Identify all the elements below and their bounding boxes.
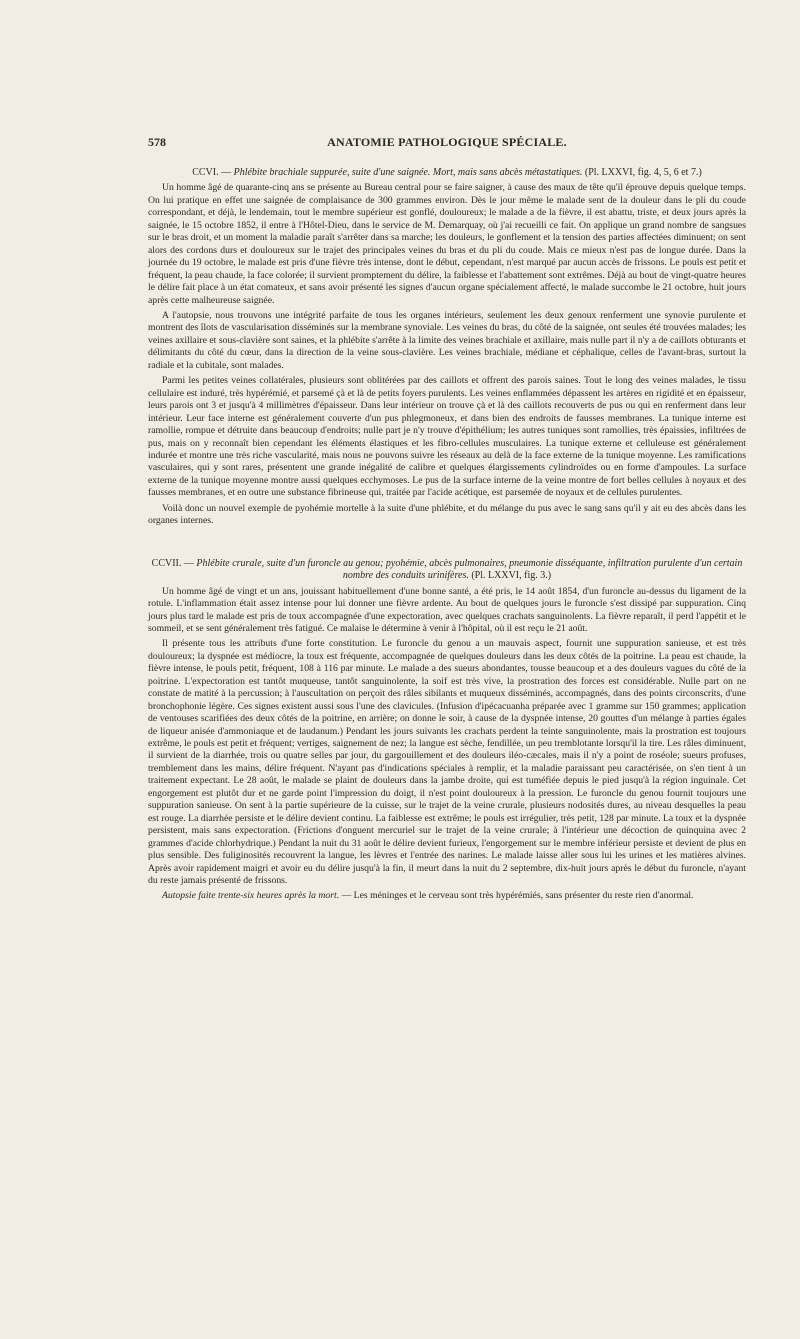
paragraph: Voilà donc un nouvel exemple de pyohémie mortelle à la suite d'une phlébite, et du mélange du pus avec le sang sans qu'il y ait eu des abcès dans les organes internes. (148, 502, 746, 527)
page-body (148, 167, 746, 906)
case-number: CCVII. (151, 557, 182, 569)
page-header (148, 135, 746, 153)
paragraph: Il présente tous les attributs d'une forte constitution. Le furoncle du genou a un mauvais aspect, fournit une suppuration sanieuse, et est très douloureux; la dyspnée est médiocre, la toux est fréquente, accompagnée de quelques douleurs dans les deux côtés de la poitrine. La peau est chaude, la fièvre intense, le pouls petit, fréquent, 108 à 116 par minute. Le malade a des sueurs abondantes, tousse beaucoup et a des douleurs vagues du côté de la poitrine. L'expectoration est tantôt muqueuse, tantôt sanguinolente, la soif est très vive, la prostration des forces est considérable. Nulle part on ne constate de matité à la percussion; à l'auscultation on perçoit des râles sibilants et muqueux disséminés, accompagnés, dans des points circonscrits, d'une bronchophonie légère. Ces signes existent aussi sous l'une des clavicules. (Infusion d'ipécacuanha préparée avec 1 gramme sur 150 grammes; application de ventouses scarifiées des deux côtés de la poitrine, en arrière; on donne le soir, à cause de la dyspnée intense, 20 gouttes d'un mélange à parties égales de liqueur anisée d'ammoniaque et de laudanum.) Pendant les jours suivants les crachats perdent la teinte sanguinolente, mais la prostration est toujours extrême, le pouls est petit et fréquent; vertiges, saignement de nez; la langue est sèche, fendillée, un peu tremblotante lorsqu'il la tire. Les râles diminuent, il survient de la diarrhée, trois ou quatre selles par jour, du gargouillement et des douleurs iléo-cæcales, mais il n'y a point de roséole; sueurs profuses, tremblement dans les mains, délire fréquent. N'ayant pas d'indications spéciales à remplir, et la maladie paraissant peu caractérisée, on s'en tient à un traitement expectant. Le 28 août, le malade se plaint de douleurs dans la jambe droite, qui est tuméfiée depuis le pied jusqu'à la région inguinale. Cet engorgement est plutôt dur et ne garde point l'impression du doigt, il n'est point douloureux à la pression. Le furoncle du genou fournit toujours une suppuration sanieuse. On sent à la partie supérieure de la cuisse, sur le trajet de la veine crurale, plusieurs nodosités dures, au niveau desquelles la peau est rouge. La diarrhée persiste et le délire devient continu. La faiblesse est extrême; le pouls est irrégulier, très petit, 128 par minute. La toux et la dyspnée persistent, mais sans expectoration. (Frictions d'onguent mercuriel sur le trajet de la veine crurale; à l'intérieur une décoction de quinquina avec 2 grammes d'acide chlorhydrique.) Pendant la nuit du 31 août le délire devient furieux, l'engorgement sur le membre inférieur persiste et devient de plus en plus sensible. Des fuliginosités recouvrent la langue, les lèvres et l'entrée des narines. Le malade laisse aller sous lui les urines et les matières alvines. Après avoir rapidement maigri et avoir eu du délire jusqu'à la fin, il meurt dans la nuit du 2 septembre, dix-huit jours après le début du furoncle, n'ayant du reste jamais présenté de frissons. (148, 638, 746, 887)
case-description: Phlébite crurale, suite d'un furoncle au genou; pyohémie, abcès pulmonaires, pneumonie disséquante, infiltration purulente d'un certain nombre des conduits urinifères. (196, 557, 743, 582)
plate-reference: (Pl. LXXVI, fig. 3.) (471, 570, 552, 582)
paragraph: Un homme âgé de quarante-cinq ans se présente au Bureau central pour se faire saigner, à cause des maux de tête qu'il éprouve depuis quelque temps. On lui pratique en effet une saignée de complaisance de 300 grammes environ. Dès le jour même le malade sent de la douleur dans le pli du coude correspondant, et déjà, le lendemain, tout le membre supérieur est gonflé, douloureux; le malade a de la fièvre, il est abattu, triste, et deux jours après la saignée, le 15 octobre 1852, il entre à l'Hôtel-Dieu, dans le service de M. Demarquay, où j'ai recueilli ce fait. On applique un grand nombre de sangsues sur le bras droit, et un moment la maladie paraît s'arrêter dans sa marche; les douleurs, le gonflement et la tension des parties affectées diminuent; on sent alors des cordons durs et douloureux sur le trajet des principales veines du bras et du pli du coude. Mais ce mieux n'est pas de longue durée. Dans la journée du 19 octobre, le malade est pris d'une fièvre très intense, dont le début, cependant, n'est marqué par aucun accès de frissons. Le pouls est petit et fréquent, la peau chaude, la face colorée; il survient promptement du délire, la faiblesse et l'abattement sont extrêmes. Déjà au bout de vingt-quatre heures le délire fait place à un état comateux, et sans avoir présenté les signes d'aucun organe spécialement affecté, le malade succombe le 21 octobre, huit jours après cette malheureuse saignée. (148, 182, 746, 306)
case-description: Phlébite brachiale suppurée, suite d'une saignée. Mort, mais sans abcès métastatiques. (233, 167, 583, 178)
case-title-ccvi: CCVI. — Phlébite brachiale suppurée, suite d'une saignée. Mort, mais sans abcès métastatiques. (Pl. LXXVI, fig. 4, 5, 6 et 7.) (192, 167, 702, 178)
autopsy-paragraph (148, 890, 746, 902)
paragraph: Un homme âgé de vingt et un ans, jouissant habituellement d'une bonne santé, a été pris, le 14 août 1854, d'un furoncle au-dessus du ligament de la rotule. L'inflammation était assez intense pour lui donner une fièvre ardente. Au bout de quelques jours le furoncle s'est dissipé par suppuration. Cinq jours plus tard le malade est pris de toux accompagnée d'une expectoration, avec quelques crachats sanguinolents. La fièvre reparaît, il perd l'appétit et le sommeil, et se sent généralement très fatigué. Ce malaise le détermine à venir à l'hôpital, où il est reçu le 21 août. (148, 585, 746, 634)
autopsy-lead: Autopsie faite trente-six heures après la mort. (162, 890, 340, 902)
page-number: 578 (148, 135, 166, 149)
running-title: ANATOMIE PATHOLOGIQUE SPÉCIALE. (327, 135, 567, 149)
case-title-ccvii: CCVII. — Phlébite crurale, suite d'un furoncle au genou; pyohémie, abcès pulmonaires, pneumonie disséquante, infiltration purulente d'un certain nombre des conduits urinifères. (Pl. LXXVI, fig. 3.) (151, 557, 743, 582)
paragraph: A l'autopsie, nous trouvons une intégrité parfaite de tous les organes intérieurs, seulement les deux genoux renferment une synovie purulente et montrent des îlots de vascularisation disséminés sur la membrane synoviale. Les veines du bras, du côté de la saignée, ont seules été trouvées malades; les veines axillaire et sous-clavière sont saines, et la phlébite s'arrête à la limite des veines brachiale et axillaire, mais nulle part il n'y a de caillots obturants et délimitants du côté du cœur, dans la direction de la veine sous-clavière. Les veines brachiale, médiane et céphalique, celles de l'avant-bras, surtout la radiale et la cubitale, sont malades. (148, 309, 746, 371)
case-number: CCVI. (192, 167, 219, 178)
paragraph: Parmi les petites veines collatérales, plusieurs sont oblitérées par des caillots et offrent des parois saines. Tout le long des veines malades, le tissu cellulaire est induré, très hypérémié, et parsemé çà et là de petits foyers purulents. Les veines enflammées dépassent les artères en rigidité et en épaisseur, leurs parois ont 3 et jusqu'à 4 millimètres d'épaisseur. Dans leur intérieur on trouve çà et là des caillots recouverts de pus ou qui en renferment dans leur intérieur. Leur face interne est généralement couverte d'un pus phlegmoneux, et dans bien des endroits de fausses membranes. La tunique interne est ramollie, rompue et détruite dans beaucoup d'endroits; nulle part je n'y trouve d'épithélium; les autres tuniques sont ramollies, très épaissies, infiltrées de pus, mais on y reconnaît bien cependant les éléments élastiques et les fibro-cellules musculaires. La tunique externe et celluleuse est généralement indurée et montre une très riche vascularité, mais nous ne pouvons suivre les réseaux au delà de la face externe de la tunique moyenne. Les ramifications vasculaires, qui y sont rares, présentent une grande inégalité de calibre et quelques élargissements cylindroïdes ou en forme d'ampoules. La surface externe de la tunique moyenne montre aussi quelques ecchymoses. Le pus de la surface interne de la veine montre de fort belles cellules à noyaux et des fausses membranes, et en outre une substance fibrineuse qui, traitée par l'acide acétique, est parsemée de noyaux et de cellules purulentes. (148, 375, 746, 499)
plate-reference: (Pl. LXXVI, fig. 4, 5, 6 et 7.) (584, 167, 702, 178)
autopsy-text: — Les méninges et le cerveau sont très hypérémiés, sans présenter du reste rien d'anormal. (339, 890, 694, 902)
